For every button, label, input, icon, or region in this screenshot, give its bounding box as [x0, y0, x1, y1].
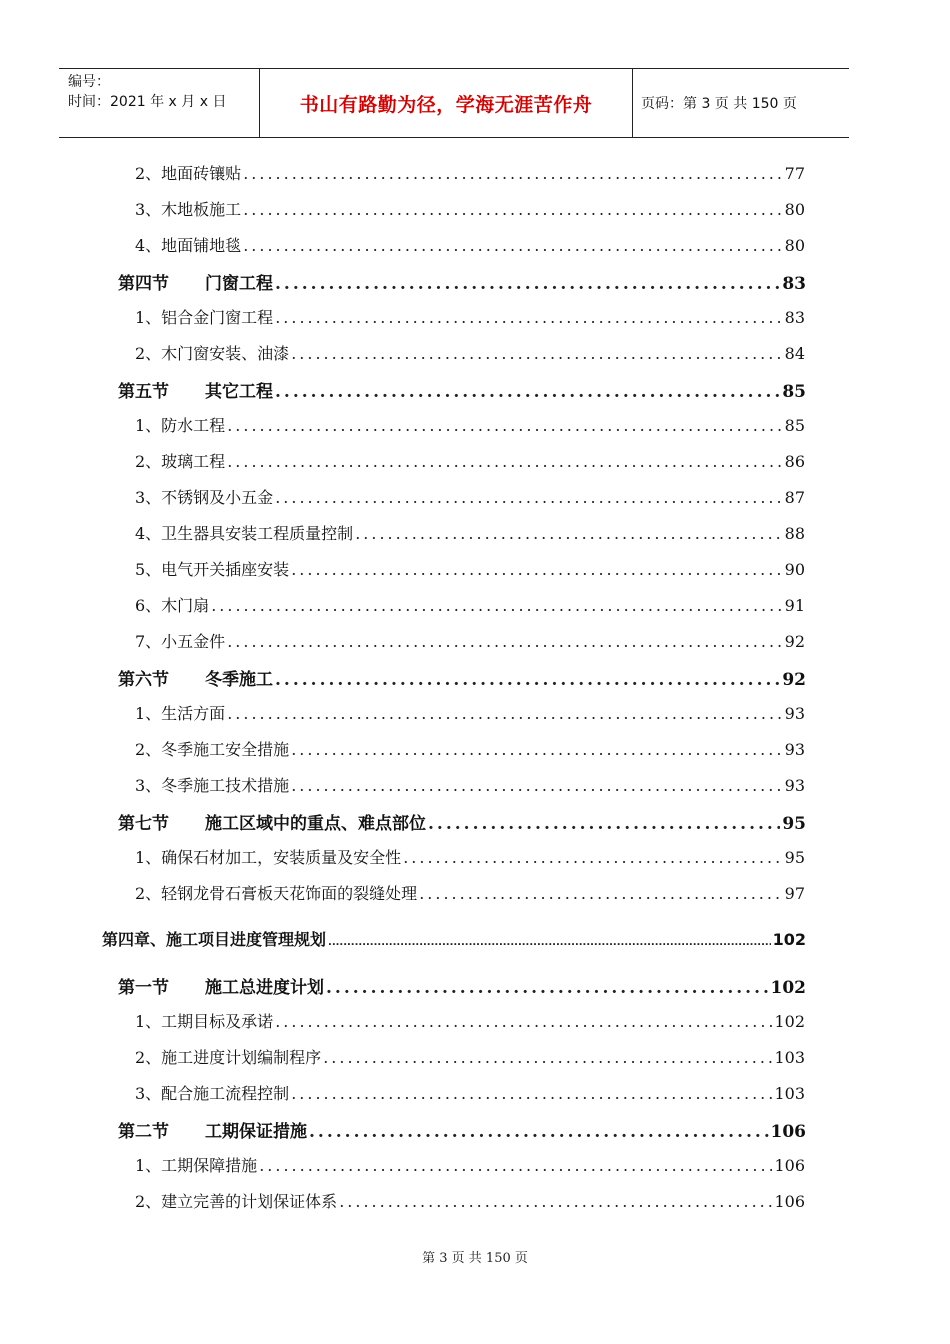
toc-section-row[interactable]	[118, 1117, 806, 1142]
toc-leader-dots	[243, 164, 782, 183]
toc-item-label: 2、施工进度计划编制程序	[135, 1048, 322, 1067]
toc-leader-dots	[275, 274, 780, 294]
toc-item-row[interactable]	[135, 881, 805, 904]
toc-item-row[interactable]	[135, 341, 805, 364]
toc-leader-dots	[326, 978, 769, 998]
toc-item-row[interactable]	[135, 773, 805, 796]
toc-leader-dots	[328, 937, 771, 948]
toc-item-label: 3、不锈钢及小五金	[135, 488, 274, 507]
toc-section-title	[118, 665, 273, 690]
toc-item-row[interactable]	[135, 1153, 805, 1176]
toc-item-label: 2、轻钢龙骨石膏板天花饰面的裂缝处理	[135, 884, 418, 903]
toc-item-label: 6、木门扇	[135, 596, 210, 615]
toc-leader-dots	[291, 344, 782, 363]
toc-leader-dots	[275, 488, 782, 507]
toc-page-number: 92	[784, 632, 805, 651]
toc-leader-dots	[275, 382, 780, 402]
toc-section-title	[118, 973, 324, 998]
toc-page-number: 80	[784, 236, 805, 255]
toc-item-label: 1、工期保障措施	[135, 1156, 258, 1175]
toc-page-number: 92	[782, 670, 806, 690]
toc-section-title	[118, 809, 426, 834]
toc-item-label: 4、卫生器具安装工程质量控制	[135, 524, 354, 543]
toc-section-row[interactable]	[118, 377, 806, 402]
toc-page-number: 93	[784, 704, 805, 723]
toc-page-number: 86	[784, 452, 805, 471]
toc-leader-dots	[227, 452, 782, 471]
toc-leader-dots	[211, 596, 782, 615]
toc-leader-dots	[428, 814, 780, 834]
toc-page-number: 102	[774, 1012, 805, 1031]
toc-chapter-row[interactable]	[102, 927, 806, 950]
toc-item-label: 4、地面铺地毯	[135, 236, 242, 255]
toc-item-row[interactable]	[135, 737, 805, 760]
toc-leader-dots	[403, 848, 782, 867]
toc-section-label: 施工区域中的重点、难点部位	[205, 814, 426, 834]
toc-page-number: 85	[782, 382, 806, 402]
toc-page-number: 102	[772, 930, 806, 949]
toc-leader-dots	[419, 884, 782, 903]
toc-item-row[interactable]	[135, 485, 805, 508]
toc-page-number: 103	[774, 1048, 805, 1067]
toc-leader-dots	[227, 632, 782, 651]
toc-page-number: 97	[784, 884, 805, 903]
toc-page-number: 106	[774, 1156, 805, 1175]
toc-leader-dots	[309, 1122, 769, 1142]
toc-item-row[interactable]	[135, 1009, 805, 1032]
toc-item-label: 3、冬季施工技术措施	[135, 776, 290, 795]
toc-item-label: 2、木门窗安装、油漆	[135, 344, 290, 363]
toc-page-number: 95	[784, 848, 805, 867]
toc-item-row[interactable]	[135, 1045, 805, 1068]
toc-page-number: 84	[784, 344, 805, 363]
toc-item-label: 1、确保石材加工，安装质量及安全性	[135, 848, 402, 867]
toc-section-label: 工期保证措施	[205, 1122, 307, 1142]
toc-item-label: 1、防水工程	[135, 416, 226, 435]
toc-item-row[interactable]	[135, 845, 805, 868]
toc-item-row[interactable]	[135, 305, 805, 328]
toc-leader-dots	[291, 740, 782, 759]
toc-section-number: 第二节	[118, 1122, 169, 1142]
toc-page-number: 80	[784, 200, 805, 219]
toc-leader-dots	[243, 200, 782, 219]
toc-item-row[interactable]	[135, 1189, 805, 1212]
page-header	[59, 68, 849, 138]
toc-leader-dots	[355, 524, 782, 543]
toc-leader-dots	[259, 1156, 772, 1175]
toc-item-row[interactable]	[135, 593, 805, 616]
toc-item-row[interactable]	[135, 701, 805, 724]
document-number-label: 编号：	[68, 74, 110, 90]
toc-item-label: 2、冬季施工安全措施	[135, 740, 290, 759]
toc-page-number: 88	[784, 524, 805, 543]
toc-section-row[interactable]	[118, 809, 806, 834]
toc-page-number: 77	[784, 164, 805, 183]
toc-page-number: 83	[782, 274, 806, 294]
toc-section-title	[118, 269, 273, 294]
toc-section-row[interactable]	[118, 269, 806, 294]
toc-item-label: 1、铝合金门窗工程	[135, 308, 274, 327]
toc-page-number: 93	[784, 740, 805, 759]
header-motto: 书山有路勤为径，学海无涯苦作舟	[260, 69, 633, 137]
toc-section-title	[118, 377, 273, 402]
toc-section-number: 第四节	[118, 274, 169, 294]
toc-section-label: 冬季施工	[205, 670, 273, 690]
toc-section-label: 门窗工程	[205, 274, 273, 294]
toc-item-label: 5、电气开关插座安装	[135, 560, 290, 579]
toc-item-label: 2、玻璃工程	[135, 452, 226, 471]
toc-section-number: 第一节	[118, 978, 169, 998]
toc-page-number: 95	[782, 814, 806, 834]
toc-item-row[interactable]	[135, 413, 805, 436]
toc-leader-dots	[275, 1012, 772, 1031]
toc-page-number: 91	[784, 596, 805, 615]
toc-item-row[interactable]	[135, 1081, 805, 1104]
toc-leader-dots	[291, 1084, 772, 1103]
toc-page-number: 85	[784, 416, 805, 435]
toc-item-label: 7、小五金件	[135, 632, 226, 651]
toc-page-number: 106	[774, 1192, 805, 1211]
toc-item-row[interactable]	[135, 197, 805, 220]
toc-leader-dots	[291, 776, 782, 795]
toc-item-label: 1、工期目标及承诺	[135, 1012, 274, 1031]
toc-page-number: 106	[770, 1122, 806, 1142]
toc-section-row[interactable]	[118, 665, 806, 690]
toc-leader-dots	[275, 308, 782, 327]
toc-section-label: 施工总进度计划	[205, 978, 324, 998]
toc-section-number: 第七节	[118, 814, 169, 834]
toc-item-row[interactable]	[135, 629, 805, 652]
document-time-label: 时间：2021 年 x 月 x 日	[68, 94, 227, 110]
toc-page-number: 90	[784, 560, 805, 579]
toc-item-row[interactable]	[135, 521, 805, 544]
toc-leader-dots	[227, 416, 782, 435]
toc-section-number: 第五节	[118, 382, 169, 402]
toc-item-label: 3、配合施工流程控制	[135, 1084, 290, 1103]
toc-item-label: 2、建立完善的计划保证体系	[135, 1192, 338, 1211]
toc-section-number: 第六节	[118, 670, 169, 690]
toc-page-number: 93	[784, 776, 805, 795]
toc-page-number: 83	[784, 308, 805, 327]
toc-leader-dots	[339, 1192, 772, 1211]
toc-leader-dots	[291, 560, 782, 579]
toc-section-row[interactable]	[118, 973, 806, 998]
toc-item-row[interactable]	[135, 161, 805, 184]
toc-leader-dots	[227, 704, 782, 723]
toc-leader-dots	[323, 1048, 772, 1067]
toc-page-number: 102	[770, 978, 806, 998]
header-meta	[59, 69, 260, 137]
header-page-number: 页码：第 3 页 共 150 页	[641, 96, 797, 112]
toc-section-title	[118, 1117, 307, 1142]
toc-leader-dots	[243, 236, 782, 255]
toc-leader-dots	[275, 670, 780, 690]
toc-section-label: 其它工程	[205, 382, 273, 402]
page-footer: 第 3 页 共 150 页	[422, 1251, 528, 1266]
toc-item-row[interactable]	[135, 233, 805, 256]
toc-item-label: 3、木地板施工	[135, 200, 242, 219]
toc-item-row[interactable]	[135, 449, 805, 472]
toc-item-label: 1、生活方面	[135, 704, 226, 723]
toc-page-number: 87	[784, 488, 805, 507]
toc-chapter-label: 第四章、施工项目进度管理规划	[102, 930, 327, 949]
toc-item-row[interactable]	[135, 557, 805, 580]
toc-page-number: 103	[774, 1084, 805, 1103]
toc-item-label: 2、地面砖镶贴	[135, 164, 242, 183]
